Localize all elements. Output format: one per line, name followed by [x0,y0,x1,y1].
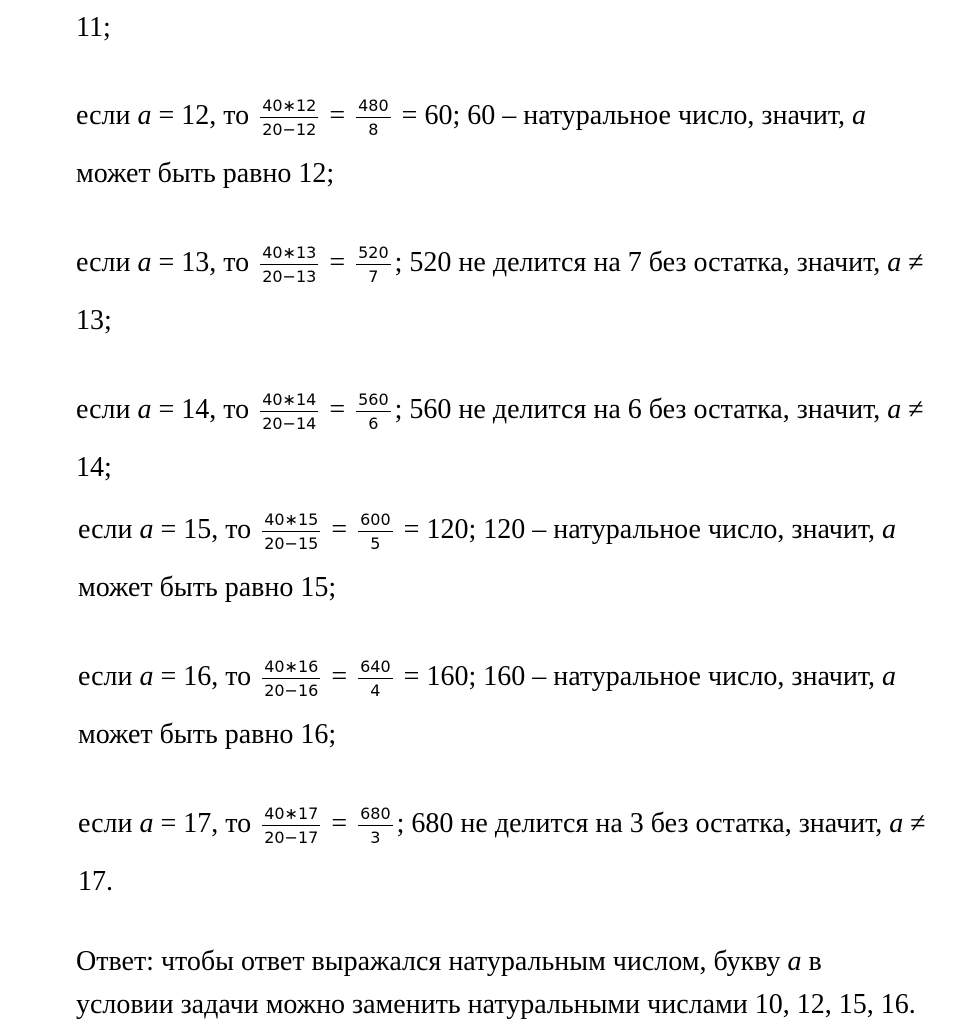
answer-line-2: условии задачи можно заменить натуральными числами 10, 12, 15, 16. [76,989,916,1020]
case-conclusion: ; 560 не делится на 6 без остатка, значит, [394,393,888,425]
case-line-2: 17. [78,866,113,897]
fraction-expression [262,804,320,847]
case-variable: a [137,99,152,131]
fraction-denominator: 5 [370,534,381,553]
equals-sign: = [324,513,355,545]
fraction-denominator: 20−15 [264,534,319,553]
fraction-denominator: 7 [368,267,379,286]
fraction-numerator: 40∗12 [260,96,318,118]
case-line-2: 14; [76,452,112,483]
equals-sign: = [322,246,353,278]
case-line-1 [76,243,924,286]
case-equation: = 12, то [151,99,257,131]
fraction-simplified [356,390,391,433]
case-variable: a [139,807,154,839]
case-variable: a [137,393,152,425]
fraction-numerator: 680 [358,804,393,826]
answer-text-pre: Ответ: чтобы ответ выражался натуральным числом, букву [76,946,788,977]
fraction-numerator: 520 [356,243,391,265]
fraction-numerator: 40∗15 [262,510,320,532]
fraction-denominator: 20−13 [262,267,317,286]
fraction-expression [262,510,320,553]
fraction-expression [262,657,320,700]
case-variable: a [139,660,154,692]
fraction-expression [260,243,318,286]
case-variable: a [137,246,152,278]
case-conclusion-variable: a [889,807,904,839]
fraction-expression [260,390,318,433]
fraction-denominator: 8 [368,120,379,139]
case-conclusion-variable: a [881,513,896,545]
case-conclusion: = 160; 160 – натуральное число, значит, [396,660,882,692]
fraction-denominator: 20−14 [262,414,317,433]
case-line-2: 13; [76,305,112,336]
equals-sign: = [322,393,353,425]
fraction-numerator: 640 [358,657,393,679]
case-variable: a [139,513,154,545]
fraction-denominator: 6 [368,414,379,433]
case-prefix: если [78,660,140,692]
top-line: 11; [76,12,111,43]
case-conclusion-variable: a [887,393,902,425]
case-conclusion: ; 520 не делится на 7 без остатка, значит, [394,246,888,278]
fraction-numerator: 600 [358,510,393,532]
case-prefix: если [76,393,138,425]
fraction-denominator: 20−12 [262,120,317,139]
fraction-simplified [358,804,393,847]
answer-line-1 [76,944,822,980]
case-conclusion: = 60; 60 – натуральное число, значит, [394,99,852,131]
case-prefix: если [76,99,138,131]
fraction-numerator: 560 [356,390,391,412]
case-line-1 [78,657,896,700]
case-conclusion-variable: a [851,99,866,131]
answer-text-post: в [801,946,822,977]
case-equation: = 15, то [153,513,259,545]
case-equation: = 17, то [153,807,259,839]
fraction-numerator: 40∗17 [262,804,320,826]
case-line-1 [78,510,896,553]
case-line-1 [78,804,926,847]
equals-sign: = [322,99,353,131]
answer-variable: a [787,946,802,977]
fraction-simplified [356,96,391,139]
not-equal-sign: ≠ [901,393,924,425]
case-conclusion: ; 680 не делится на 3 без остатка, значит, [396,807,890,839]
equals-sign: = [324,660,355,692]
case-prefix: если [78,513,140,545]
fraction-denominator: 20−17 [264,828,319,847]
fraction-numerator: 40∗14 [260,390,318,412]
case-line-1 [76,390,924,433]
fraction-denominator: 4 [370,681,381,700]
case-equation: = 13, то [151,246,257,278]
fraction-simplified [358,510,393,553]
case-line-2: может быть равно 15; [78,572,337,603]
equals-sign: = [324,807,355,839]
case-prefix: если [76,246,138,278]
fraction-numerator: 480 [356,96,391,118]
case-equation: = 16, то [153,660,259,692]
case-conclusion: = 120; 120 – натуральное число, значит, [396,513,882,545]
case-conclusion-variable: a [887,246,902,278]
fraction-denominator: 3 [370,828,381,847]
fraction-denominator: 20−16 [264,681,319,700]
fraction-numerator: 40∗16 [262,657,320,679]
fraction-expression [260,96,318,139]
not-equal-sign: ≠ [903,807,926,839]
fraction-numerator: 40∗13 [260,243,318,265]
case-line-2: может быть равно 12; [76,158,335,189]
not-equal-sign: ≠ [901,246,924,278]
case-prefix: если [78,807,140,839]
fraction-simplified [356,243,391,286]
case-line-1 [76,96,866,139]
case-conclusion-variable: a [881,660,896,692]
case-equation: = 14, то [151,393,257,425]
case-line-2: может быть равно 16; [78,719,337,750]
fraction-simplified [358,657,393,700]
